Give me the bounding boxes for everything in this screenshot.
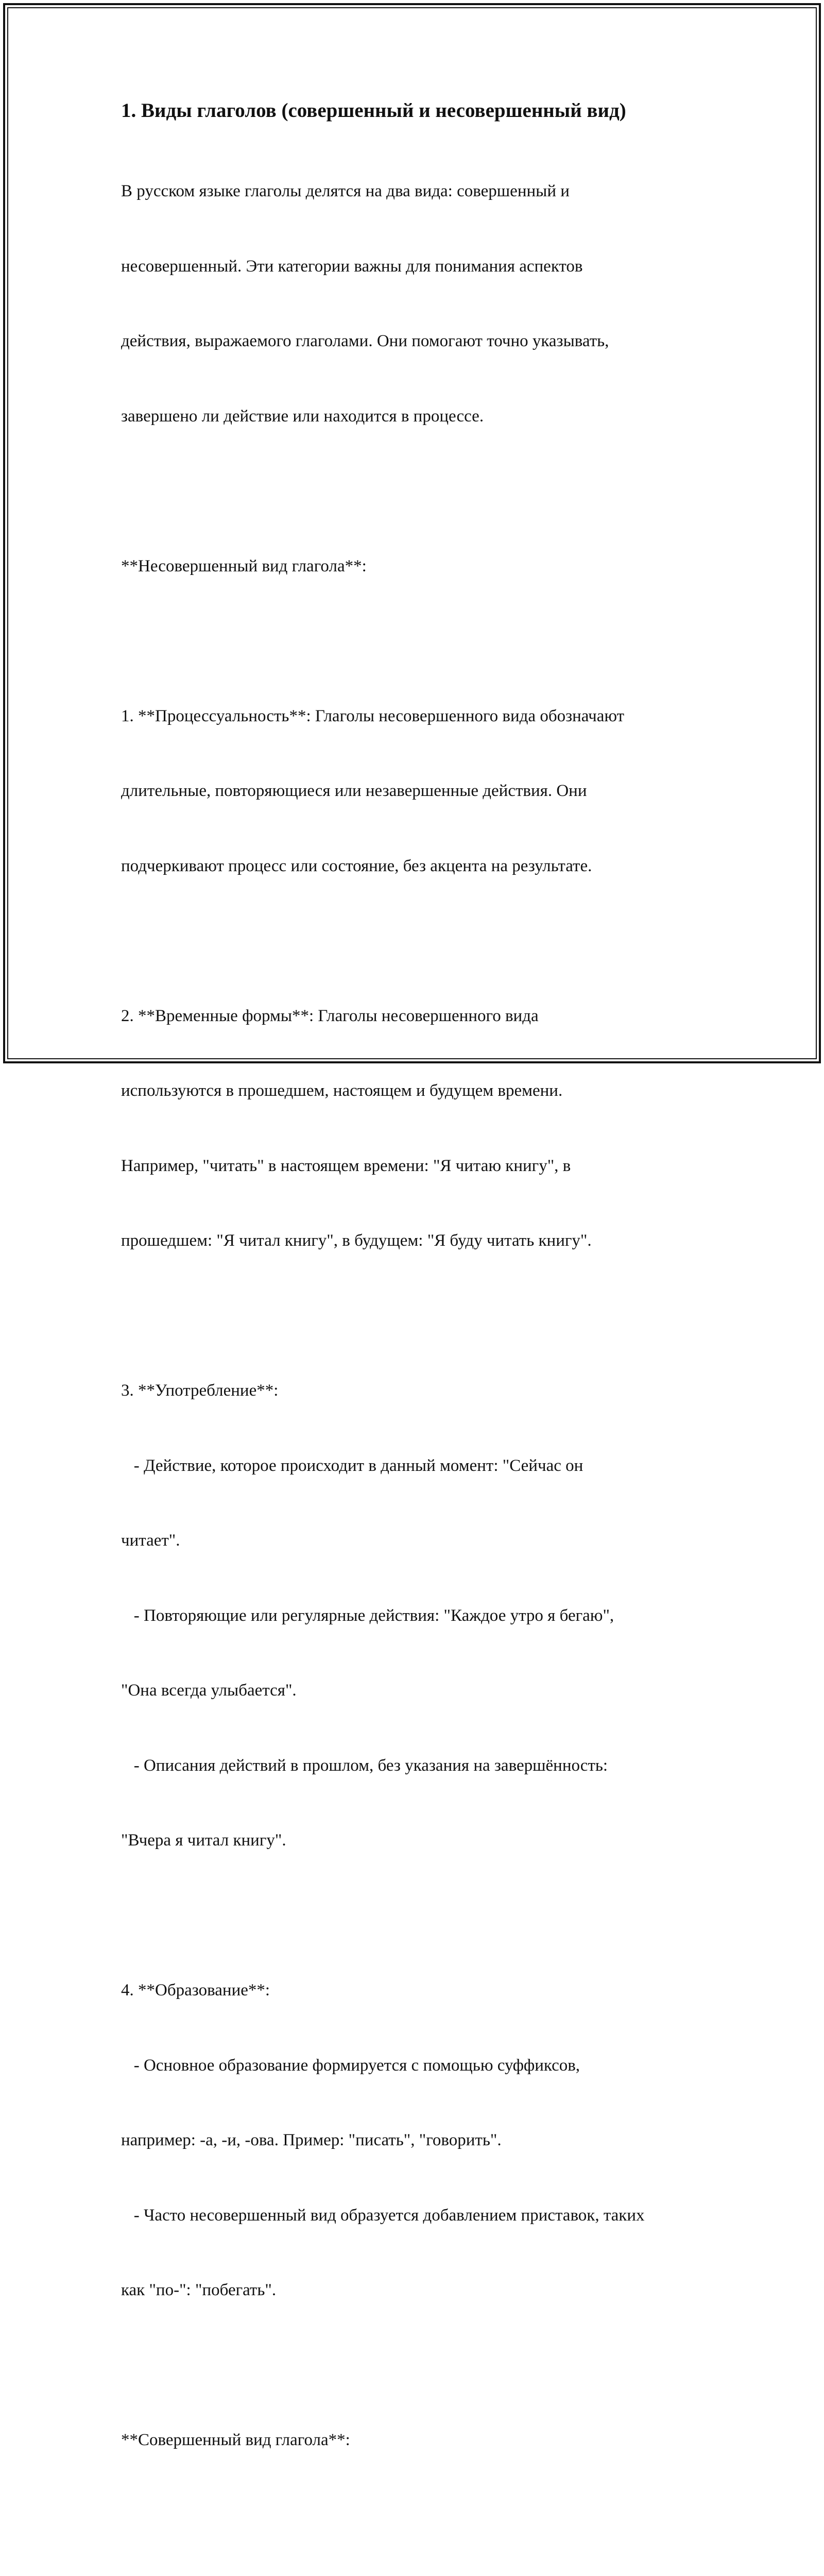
text-line: - Основное образование формируется с помощью суффиксов, — [121, 2056, 580, 2075]
text-line: используются в прошедшем, настоящем и будущем времени. — [121, 1081, 563, 1100]
text-line: несовершенный. Эти категории важны для понимания аспектов — [121, 257, 583, 276]
blank-line — [121, 629, 708, 654]
text-line: как "по-": "побегать". — [121, 2281, 277, 2299]
text-line: 1. **Процессуальность**: Глаголы несовершенного вида обозначают — [121, 706, 625, 725]
document-body — [121, 93, 708, 2576]
text-line: 4. **Образование**: — [121, 1981, 270, 1999]
text-line: подчеркивают процесс или состояние, без акцента на результате. — [121, 856, 592, 875]
blank-line — [121, 479, 708, 504]
blank-line — [121, 1303, 708, 1329]
text-line: завершено ли действие или находится в процессе. — [121, 406, 484, 426]
text-line: В русском языке глаголы делятся на два вида: совершенный и — [121, 182, 570, 200]
text-line: - Повторяющие или регулярные действия: "Каждое утро я бегаю", — [121, 1606, 614, 1625]
paragraph-lines — [121, 129, 708, 2576]
text-line: **Несовершенный вид глагола**: — [121, 556, 367, 575]
text-line: - Действие, которое происходит в данный момент: "Сейчас он — [121, 1456, 583, 1475]
text-line: длительные, повторяющиеся или незавершенные действия. Они — [121, 782, 587, 800]
text-line: прошедшем: "Я читал книгу", в будущем: "Я буду читать книгу". — [121, 1231, 592, 1250]
text-line: - Часто несовершенный вид образуется добавлением приставок, таких — [121, 2206, 645, 2225]
blank-line — [121, 1903, 708, 1928]
text-line: действия, выражаемого глаголами. Они помогают точно указывать, — [121, 332, 609, 350]
text-line: "Вчера я читал книгу". — [121, 1831, 286, 1850]
blank-line — [121, 928, 708, 954]
blank-line — [121, 2353, 708, 2378]
section-heading: 1. Виды глаголов (совершенный и несовершенный вид) — [121, 99, 626, 122]
text-line: 3. **Употребление**: — [121, 1381, 279, 1400]
blank-line — [121, 2503, 708, 2528]
text-line: читает". — [121, 1531, 180, 1550]
text-line: - Описания действий в прошлом, без указания на завершённость: — [121, 1756, 608, 1775]
text-line: "Она всегда улыбается". — [121, 1681, 297, 1700]
text-line: **Совершенный вид глагола**: — [121, 2431, 350, 2449]
text-line: 2. **Временные формы**: Глаголы несовершенного вида — [121, 1006, 539, 1025]
text-line: Например, "читать" в настоящем времени: "Я читаю книгу", в — [121, 1156, 571, 1175]
text-line: например: -а, -и, -ова. Пример: "писать", "говорить". — [121, 2131, 502, 2149]
